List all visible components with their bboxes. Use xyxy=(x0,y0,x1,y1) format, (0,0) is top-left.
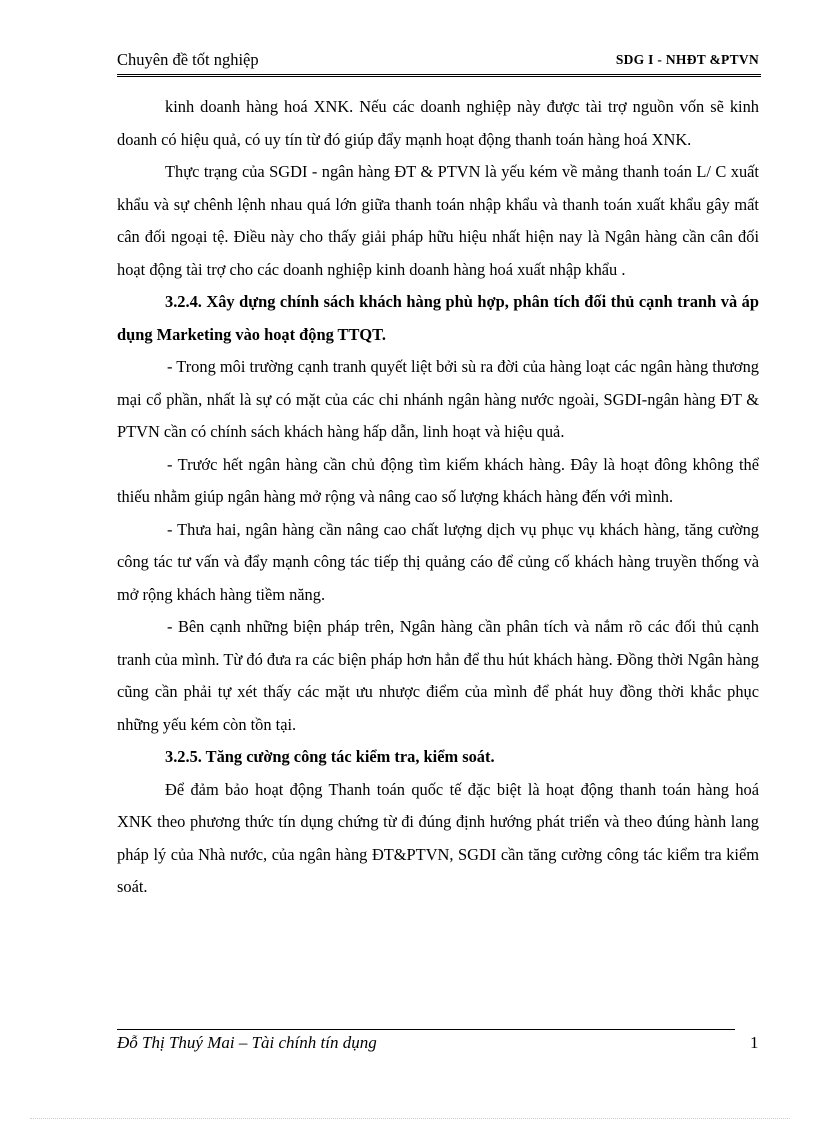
document-title: Chuyên đề tốt nghiệp xyxy=(117,50,259,69)
document-code: SDG I - NHĐT &PTVN xyxy=(615,52,759,67)
paragraph-inspection: Để đảm bảo hoạt động Thanh toán quốc tế đặc biệt là hoạt động thanh toán hàng hoá XNK theo phương thức tín dụng chứng từ đi đúng định hướng phát triển và theo đúng hành lang pháp lý của Nhà nước, của ngân hàng ĐT&PTVN, SGDI cần tăng cường công tác kiểm tra kiểm soát. xyxy=(117,779,759,896)
page-number: 1 xyxy=(750,1033,759,1052)
bullet-find-customers: - Trước hết ngân hàng cần chủ động tìm kiếm khách hàng. Đây là hoạt đông không thể thiếu nhằm giúp ngân hàng mở rộng và nâng cao số lượng khách hàng đến với mình. xyxy=(117,454,759,506)
section-heading-3-2-5: 3.2.5. Tăng cường công tác kiểm tra, kiểm soát. xyxy=(165,747,495,766)
section-heading-3-2-4: 3.2.4. Xây dựng chính sách khách hàng phù hợp, phân tích đối thủ cạnh tranh và áp dụng Marketing vào hoạt động TTQT. xyxy=(117,292,759,344)
page-bottom-divider xyxy=(30,1118,790,1119)
paragraph-current-state: Thực trạng của SGDI - ngân hàng ĐT & PTVN là yếu kém về mảng thanh toán L/ C xuất khẩu và sự chênh lệnh nhau quá lớn giữa thanh toán nhập khẩu và thanh toán xuất khẩu gây mất cân đối ngoại tệ. Điều này cho thấy giải pháp hữu hiệu nhất hiện nay là Ngân hàng cần cân đối hoạt động tài trợ cho các doanh nghiệp kinh doanh hàng hoá xuất nhập khẩu . xyxy=(117,162,759,279)
footer-author: Đỗ Thị Thuý Mai – Tài chính tín dụng xyxy=(117,1033,377,1052)
bullet-service-quality: - Thưa hai, ngân hàng cần nâng cao chất lượng dịch vụ phục vụ khách hàng, tăng cường công tác tư vấn và đẩy mạnh công tác tiếp thị quảng cáo để củng cố khách hàng truyền thống và mở rộng khách hàng tiềm năng. xyxy=(117,519,759,604)
paragraph-continuation: kinh doanh hàng hoá XNK. Nếu các doanh nghiệp này được tài trợ nguồn vốn sẽ kinh doanh có hiệu quả, có uy tín từ đó giúp đẩy mạnh hoạt động thanh toán hàng hoá XNK. xyxy=(117,97,759,149)
page-body xyxy=(117,91,759,904)
bullet-competition: - Trong môi trường cạnh tranh quyết liệt bởi sù ra đời của hàng loạt các ngân hàng thương mại cổ phần, nhất là sự có mặt của các chi nhánh ngân hàng nước ngoài, SGDI-ngân hàng ĐT & PTVN cần có chính sách khách hàng hấp dẫn, linh hoạt và hiệu quả. xyxy=(117,357,759,441)
bullet-competitor-analysis: - Bên cạnh những biện pháp trên, Ngân hàng cần phân tích và nắm rõ các đối thủ cạnh tranh của mình. Từ đó đưa ra các biện pháp hơn hẳn để thu hút khách hàng. Đồng thời Ngân hàng cũng cần phải tự xét thấy các mặt ưu nhược điểm của mình để phát huy đồng thời khắc phục những yếu kém còn tồn tại. xyxy=(117,617,759,734)
footer-rule xyxy=(117,1029,735,1030)
page-header xyxy=(117,48,761,77)
